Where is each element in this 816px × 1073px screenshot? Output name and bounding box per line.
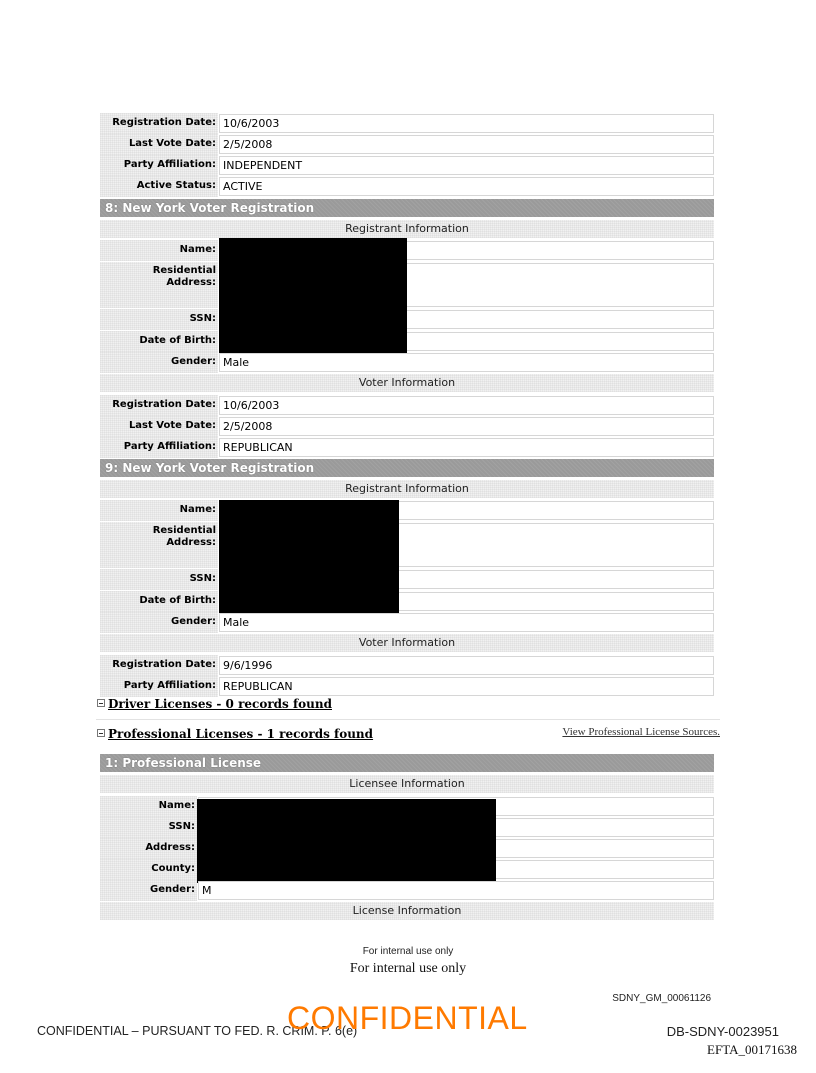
record7-party-affiliation-row [100,155,714,176]
dob-row [100,331,714,352]
field-label: Gender: [171,356,216,367]
residential-address-row [100,262,714,308]
field-label: Registration Date: [112,399,216,410]
record7-last-vote-date-row [100,134,714,155]
field-value: Male [219,353,714,372]
field-label-line: Address: [166,277,216,288]
redaction-block [219,500,399,614]
field-value: ACTIVE [219,177,714,196]
party-affiliation-row [100,676,714,697]
record7-active-status-row [100,176,714,197]
gender-row [100,612,714,633]
field-label-line: Residential [152,525,216,536]
internal-use-note-small: For internal use only [362,946,454,957]
registrant-info-header: Registrant Information [100,480,714,498]
section-title-bar: 1: Professional License [100,754,714,772]
field-label: Registration Date: [112,117,216,128]
field-label: Name: [179,504,216,515]
party-affiliation-row [100,437,714,458]
field-label-line: Residential [152,265,216,276]
registrant-info-header: Registrant Information [100,220,714,238]
field-value: 9/6/1996 [219,656,714,675]
field-label: Active Status: [136,180,216,191]
bates-number-sdny-gm: SDNY_GM_00061126 [612,993,711,1004]
confidential-stamp: CONFIDENTIAL [287,1000,528,1036]
dob-row [100,591,714,612]
record7-registration-date-row [100,113,714,134]
field-label [100,525,216,549]
name-row [100,500,714,521]
field-label: SSN: [189,313,216,324]
confidential-notice: CONFIDENTIAL – PURSUANT TO FED. R. CRIM. P. 6(e) [37,1024,358,1038]
view-professional-license-sources-link[interactable]: View Professional License Sources. [562,726,720,738]
field-label: Address: [145,842,195,853]
field-label: Registration Date: [112,659,216,670]
field-value: Male [219,613,714,632]
section-title-bar: 9: New York Voter Registration [100,459,714,477]
field-label: Party Affiliation: [123,159,216,170]
field-value: 2/5/2008 [219,135,714,154]
internal-use-note: For internal use only [349,961,467,976]
last-vote-date-row [100,416,714,437]
field-label: Party Affiliation: [123,680,216,691]
redaction-block [197,799,496,883]
field-label: Gender: [171,616,216,627]
registration-date-row [100,395,714,416]
field-label: Gender: [150,884,195,895]
field-label: SSN: [168,821,195,832]
field-value: INDEPENDENT [219,156,714,175]
field-value: REPUBLICAN [219,438,714,457]
registration-date-row [100,655,714,676]
licensee-info-header: Licensee Information [100,775,714,793]
field-value: 10/6/2003 [219,114,714,133]
ssn-row [100,309,714,330]
professional-licenses-header[interactable]: Professional Licenses - 1 records found [108,727,374,741]
voter-info-header: Voter Information [100,374,714,392]
divider [96,719,720,720]
field-value: 10/6/2003 [219,396,714,415]
field-label: Name: [179,244,216,255]
field-value: 2/5/2008 [219,417,714,436]
field-label: County: [151,863,195,874]
field-value: REPUBLICAN [219,677,714,696]
field-label: Date of Birth: [139,335,216,346]
field-label: Last Vote Date: [128,420,216,431]
section-title-bar: 8: New York Voter Registration [100,199,714,217]
bates-number-efta: EFTA_00171638 [707,1042,797,1057]
name-row [100,240,714,261]
driver-licenses-header[interactable]: Driver Licenses - 0 records found [108,697,332,711]
collapse-toggle-icon[interactable] [97,729,105,737]
field-label: Party Affiliation: [123,441,216,452]
residential-address-row [100,522,714,568]
collapse-toggle-icon[interactable] [97,699,105,707]
redaction-block [219,238,407,354]
ssn-row [100,569,714,590]
license-info-header: License Information [100,902,714,920]
gender-row [100,352,714,373]
field-label [100,265,216,289]
field-label-line: Address: [166,537,216,548]
field-label: Name: [158,800,195,811]
field-value: M [198,881,714,900]
voter-info-header: Voter Information [100,634,714,652]
gender-row [100,880,714,901]
field-label: SSN: [189,573,216,584]
field-label: Date of Birth: [139,595,216,606]
field-label: Last Vote Date: [128,138,216,149]
bates-number-db: DB-SDNY-0023951 [666,1024,779,1039]
